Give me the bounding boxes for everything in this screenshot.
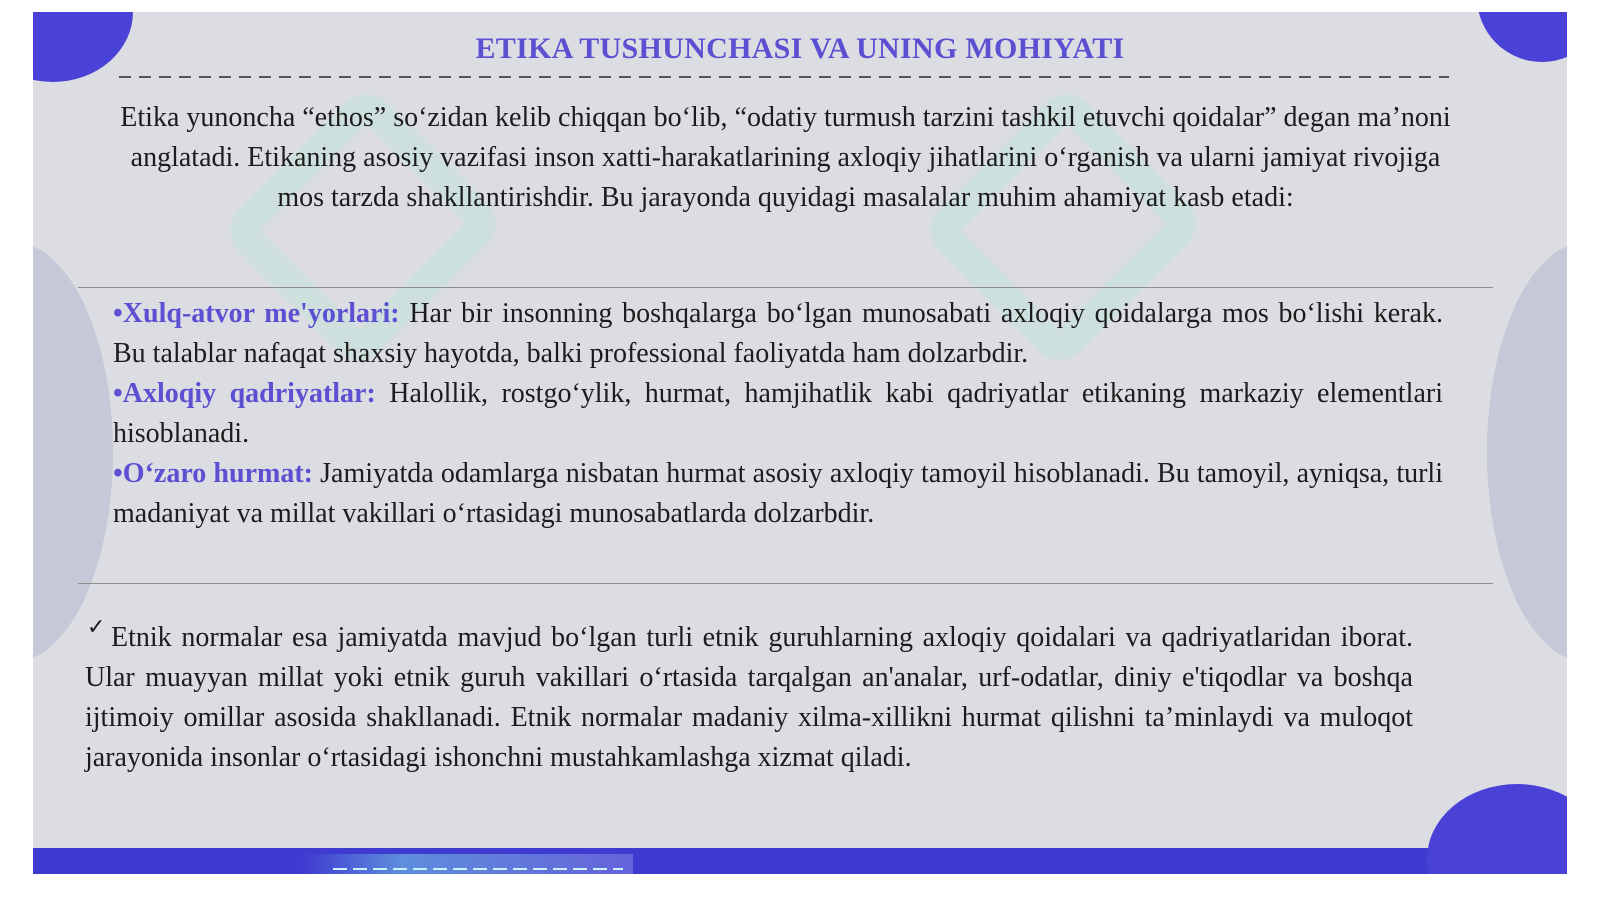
ethnic-norms-text: Etnik normalar esa jamiyatda mavjud bo‘lgan turli etnik guruhlarning axloqiy qoidalari va qadriyatlaridan iborat. Ular muayyan millat yoki etnik guruh vakillari o‘rtasida tarqalgan an'analar, urf-odatlar, diniy e'tiqodlar va boshqa ijtimoiy omillar asosida shakllanadi. Etnik normalar madaniy xilma-xillikni hurmat qilishni ta’minlaydi va muloqot jarayonida insonlar o‘rtasidagi ishonchni mustahkamlashga xizmat qiladi. xyxy=(85,622,1413,773)
intro-paragraph: Etika yunoncha “ethos” so‘zidan kelib chiqqan bo‘lib, “odatiy turmush tarzini tashkil etuvchi qoidalar” degan ma’noni anglatadi. Etikaning asosiy vazifasi inson xatti-harakatlarining axloqiy jihatlarini o‘rganish va ularni jamiyat rivojiga mos tarzda shakllantirishdir. Bu jarayonda quyidagi masalalar muhim ahamiyat kasb etadi: xyxy=(120,102,1451,213)
slide-title: ETIKA TUSHUNCHASI VA UNING MOHIYATI xyxy=(475,32,1125,65)
checkmark-icon: ✓ xyxy=(87,615,106,640)
bottom-band-decoration xyxy=(33,848,1567,874)
title-dashed-divider xyxy=(119,76,1449,78)
left-side-decoration xyxy=(33,242,113,662)
bullet-list xyxy=(113,294,1443,534)
bullet-text: Har bir insonning boshqalarga bo‘lgan munosabati axloqiy qoidalarga mos bo‘lishi kerak. Bu talablar nafaqat shaxsiy hayotda, balki professional faoliyatda ham dolzarbdir. xyxy=(113,298,1443,369)
ethnic-norms-paragraph xyxy=(85,618,1413,778)
bullet-text: Halollik, rostgo‘ylik, hurmat, hamjihatlik kabi qadriyatlar etikaning markaziy elementlari hisoblanadi. xyxy=(113,378,1443,449)
bottom-right-corner-decoration xyxy=(1427,784,1567,874)
bottom-dashed-streak xyxy=(333,868,623,870)
section-divider xyxy=(78,583,1493,584)
bullet-text: Jamiyatda odamlarga nisbatan hurmat asosiy axloqiy tamoyil hisoblanadi. Bu tamoyil, ayniqsa, turli madaniyat va millat vakillari o‘rtasidagi munosabatlarda dolzarbdir. xyxy=(113,458,1443,529)
bullet-item-mutual-respect xyxy=(113,454,1443,534)
right-side-decoration xyxy=(1487,242,1567,662)
section-divider xyxy=(78,287,1493,288)
slide xyxy=(33,12,1567,874)
bullet-term: •O‘zaro hurmat: xyxy=(113,458,313,489)
bullet-item-behavior-norms xyxy=(113,294,1443,374)
bottom-light-streak xyxy=(303,854,633,874)
bullet-item-moral-values xyxy=(113,374,1443,454)
bullet-term: •Xulq-atvor me'yorlari: xyxy=(113,298,400,329)
bullet-term: •Axloqiy qadriyatlar: xyxy=(113,378,376,409)
